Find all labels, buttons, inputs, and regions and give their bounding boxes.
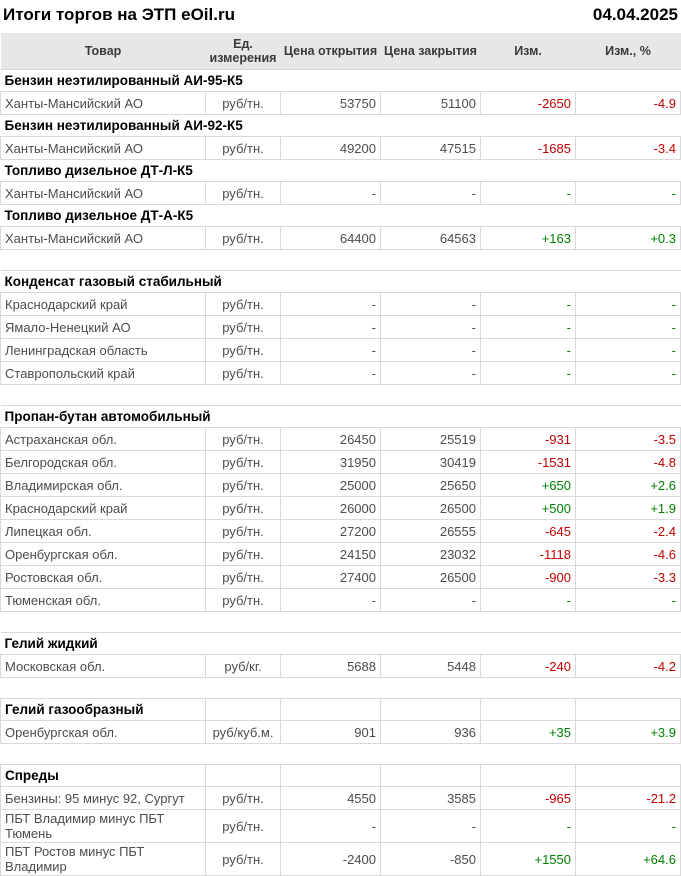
section-title: Пропан-бутан автомобильный <box>1 406 681 428</box>
change-pct-cell: -4.6 <box>576 543 681 566</box>
close-price-cell: 3585 <box>381 787 481 810</box>
change-cell: +35 <box>481 721 576 744</box>
table-row <box>1 451 681 474</box>
product-cell: Ямало-Ненецкий АО <box>1 316 206 339</box>
change-pct-cell: - <box>576 339 681 362</box>
open-price-cell: - <box>281 182 381 205</box>
close-price-cell: -850 <box>381 843 481 876</box>
open-price-cell: - <box>281 362 381 385</box>
column-header-open-price: Цена открытия <box>281 33 381 70</box>
section-title: Конденсат газовый стабильный <box>1 271 681 293</box>
change-pct-cell: -4.8 <box>576 451 681 474</box>
product-cell: ПБТ Ростов минус ПБТ Владимир <box>1 843 206 876</box>
table-row <box>1 843 681 876</box>
spacer-row <box>1 385 681 406</box>
product-cell: Владимирская обл. <box>1 474 206 497</box>
spacer-row <box>1 678 681 699</box>
open-price-cell: 27200 <box>281 520 381 543</box>
unit-cell: руб/тн. <box>206 92 281 115</box>
spacer-cell <box>1 385 681 406</box>
empty-cell <box>281 699 381 721</box>
change-cell: +500 <box>481 497 576 520</box>
change-pct-cell: - <box>576 362 681 385</box>
section-row <box>1 160 681 182</box>
unit-cell: руб/тн. <box>206 810 281 843</box>
change-cell: -2650 <box>481 92 576 115</box>
empty-cell <box>576 699 681 721</box>
column-header-change: Изм. <box>481 33 576 70</box>
close-price-cell: 64563 <box>381 227 481 250</box>
section-title: Спреды <box>1 765 206 787</box>
empty-cell <box>206 699 281 721</box>
close-price-cell: - <box>381 293 481 316</box>
empty-cell <box>576 765 681 787</box>
empty-cell <box>481 765 576 787</box>
unit-cell: руб/кг. <box>206 655 281 678</box>
change-cell: -965 <box>481 787 576 810</box>
change-cell: - <box>481 293 576 316</box>
column-header-unit: Ед. измерения <box>206 33 281 70</box>
column-header-change-pct: Изм., % <box>576 33 681 70</box>
spacer-cell <box>1 250 681 271</box>
product-cell: Ханты-Мансийский АО <box>1 92 206 115</box>
spacer-cell <box>1 744 681 765</box>
open-price-cell: - <box>281 316 381 339</box>
table-row <box>1 566 681 589</box>
table-row <box>1 92 681 115</box>
product-cell: Московская обл. <box>1 655 206 678</box>
close-price-cell: 23032 <box>381 543 481 566</box>
product-cell: Ханты-Мансийский АО <box>1 182 206 205</box>
open-price-cell: 4550 <box>281 787 381 810</box>
open-price-cell: 5688 <box>281 655 381 678</box>
product-cell: ПБТ Владимир минус ПБТ Тюмень <box>1 810 206 843</box>
close-price-cell: 51100 <box>381 92 481 115</box>
section-title: Гелий жидкий <box>1 633 681 655</box>
column-header-row <box>1 33 681 70</box>
change-pct-cell: +1.9 <box>576 497 681 520</box>
table-row <box>1 227 681 250</box>
change-pct-cell: - <box>576 589 681 612</box>
section-row <box>1 205 681 227</box>
table-row <box>1 428 681 451</box>
open-price-cell: 25000 <box>281 474 381 497</box>
product-cell: Ростовская обл. <box>1 566 206 589</box>
product-cell: Краснодарский край <box>1 293 206 316</box>
section-title: Топливо дизельное ДТ-Л-К5 <box>1 160 681 182</box>
change-pct-cell: -4.9 <box>576 92 681 115</box>
change-pct-cell: - <box>576 293 681 316</box>
table-row <box>1 520 681 543</box>
section-title: Бензин неэтилированный АИ-95-К5 <box>1 70 681 92</box>
table-row <box>1 362 681 385</box>
product-cell: Ханты-Мансийский АО <box>1 137 206 160</box>
unit-cell: руб/тн. <box>206 843 281 876</box>
unit-cell: руб/тн. <box>206 227 281 250</box>
empty-cell <box>281 765 381 787</box>
close-price-cell: 30419 <box>381 451 481 474</box>
change-cell: +163 <box>481 227 576 250</box>
close-price-cell: 26555 <box>381 520 481 543</box>
trading-results-table <box>0 33 681 876</box>
change-cell: - <box>481 316 576 339</box>
product-cell: Бензины: 95 минус 92, Сургут <box>1 787 206 810</box>
spacer-row <box>1 250 681 271</box>
unit-cell: руб/тн. <box>206 474 281 497</box>
product-cell: Астраханская обл. <box>1 428 206 451</box>
open-price-cell: 26000 <box>281 497 381 520</box>
empty-cell <box>481 699 576 721</box>
table-row <box>1 182 681 205</box>
section-title: Топливо дизельное ДТ-А-К5 <box>1 205 681 227</box>
spacer-cell <box>1 678 681 699</box>
section-row <box>1 406 681 428</box>
change-cell: - <box>481 589 576 612</box>
close-price-cell: - <box>381 182 481 205</box>
change-pct-cell: +0.3 <box>576 227 681 250</box>
change-pct-cell: -2.4 <box>576 520 681 543</box>
change-pct-cell: - <box>576 316 681 339</box>
change-cell: -240 <box>481 655 576 678</box>
table-row <box>1 721 681 744</box>
table-row <box>1 810 681 843</box>
section-row <box>1 70 681 92</box>
table-row <box>1 497 681 520</box>
close-price-cell: - <box>381 339 481 362</box>
unit-cell: руб/тн. <box>206 566 281 589</box>
close-price-cell: 26500 <box>381 497 481 520</box>
open-price-cell: - <box>281 293 381 316</box>
unit-cell: руб/куб.м. <box>206 721 281 744</box>
column-header-close-price: Цена закрытия <box>381 33 481 70</box>
change-pct-cell: +2.6 <box>576 474 681 497</box>
table-row <box>1 316 681 339</box>
open-price-cell: 26450 <box>281 428 381 451</box>
table-row <box>1 293 681 316</box>
change-cell: -1685 <box>481 137 576 160</box>
open-price-cell: 64400 <box>281 227 381 250</box>
open-price-cell: - <box>281 339 381 362</box>
open-price-cell: 31950 <box>281 451 381 474</box>
spacer-cell <box>1 612 681 633</box>
product-cell: Ханты-Мансийский АО <box>1 227 206 250</box>
open-price-cell: 27400 <box>281 566 381 589</box>
change-pct-cell: +64.6 <box>576 843 681 876</box>
change-cell: -931 <box>481 428 576 451</box>
change-cell: +1550 <box>481 843 576 876</box>
open-price-cell: - <box>281 589 381 612</box>
product-cell: Краснодарский край <box>1 497 206 520</box>
change-cell: -1118 <box>481 543 576 566</box>
report-table-body <box>1 70 681 876</box>
close-price-cell: 25650 <box>381 474 481 497</box>
change-cell: - <box>481 182 576 205</box>
section-row <box>1 115 681 137</box>
section-row <box>1 699 681 721</box>
close-price-cell: - <box>381 810 481 843</box>
section-row <box>1 271 681 293</box>
unit-cell: руб/тн. <box>206 589 281 612</box>
change-pct-cell: -3.4 <box>576 137 681 160</box>
section-title: Гелий газообразный <box>1 699 206 721</box>
unit-cell: руб/тн. <box>206 293 281 316</box>
spacer-row <box>1 744 681 765</box>
table-row <box>1 655 681 678</box>
table-row <box>1 137 681 160</box>
product-cell: Тюменская обл. <box>1 589 206 612</box>
product-cell: Белгородская обл. <box>1 451 206 474</box>
table-row <box>1 589 681 612</box>
change-pct-cell: - <box>576 810 681 843</box>
unit-cell: руб/тн. <box>206 543 281 566</box>
unit-cell: руб/тн. <box>206 428 281 451</box>
product-cell: Ленинградская область <box>1 339 206 362</box>
empty-cell <box>381 699 481 721</box>
change-pct-cell: -3.3 <box>576 566 681 589</box>
page-title: Итоги торгов на ЭТП eOil.ru <box>3 5 235 24</box>
change-cell: -1531 <box>481 451 576 474</box>
open-price-cell: 53750 <box>281 92 381 115</box>
unit-cell: руб/тн. <box>206 316 281 339</box>
change-cell: - <box>481 810 576 843</box>
unit-cell: руб/тн. <box>206 787 281 810</box>
change-cell: - <box>481 339 576 362</box>
close-price-cell: - <box>381 589 481 612</box>
table-row <box>1 339 681 362</box>
change-cell: - <box>481 362 576 385</box>
unit-cell: руб/тн. <box>206 182 281 205</box>
close-price-cell: 936 <box>381 721 481 744</box>
unit-cell: руб/тн. <box>206 339 281 362</box>
change-pct-cell: - <box>576 182 681 205</box>
close-price-cell: 5448 <box>381 655 481 678</box>
change-cell: -645 <box>481 520 576 543</box>
product-cell: Оренбургская обл. <box>1 721 206 744</box>
open-price-cell: - <box>281 810 381 843</box>
column-header-product: Товар <box>1 33 206 70</box>
change-pct-cell: -4.2 <box>576 655 681 678</box>
section-row <box>1 633 681 655</box>
close-price-cell: 26500 <box>381 566 481 589</box>
open-price-cell: 901 <box>281 721 381 744</box>
section-row <box>1 765 681 787</box>
change-cell: +650 <box>481 474 576 497</box>
title-bar <box>0 0 680 33</box>
table-row <box>1 543 681 566</box>
product-cell: Оренбургская обл. <box>1 543 206 566</box>
table-row <box>1 474 681 497</box>
open-price-cell: 49200 <box>281 137 381 160</box>
section-title: Бензин неэтилированный АИ-92-К5 <box>1 115 681 137</box>
unit-cell: руб/тн. <box>206 497 281 520</box>
change-pct-cell: -21.2 <box>576 787 681 810</box>
unit-cell: руб/тн. <box>206 520 281 543</box>
table-row <box>1 787 681 810</box>
product-cell: Липецкая обл. <box>1 520 206 543</box>
product-cell: Ставропольский край <box>1 362 206 385</box>
empty-cell <box>381 765 481 787</box>
close-price-cell: - <box>381 316 481 339</box>
spacer-row <box>1 612 681 633</box>
change-cell: -900 <box>481 566 576 589</box>
unit-cell: руб/тн. <box>206 362 281 385</box>
change-pct-cell: +3.9 <box>576 721 681 744</box>
close-price-cell: - <box>381 362 481 385</box>
empty-cell <box>206 765 281 787</box>
open-price-cell: -2400 <box>281 843 381 876</box>
unit-cell: руб/тн. <box>206 451 281 474</box>
close-price-cell: 47515 <box>381 137 481 160</box>
report-date: 04.04.2025 <box>592 5 678 24</box>
close-price-cell: 25519 <box>381 428 481 451</box>
change-pct-cell: -3.5 <box>576 428 681 451</box>
open-price-cell: 24150 <box>281 543 381 566</box>
unit-cell: руб/тн. <box>206 137 281 160</box>
